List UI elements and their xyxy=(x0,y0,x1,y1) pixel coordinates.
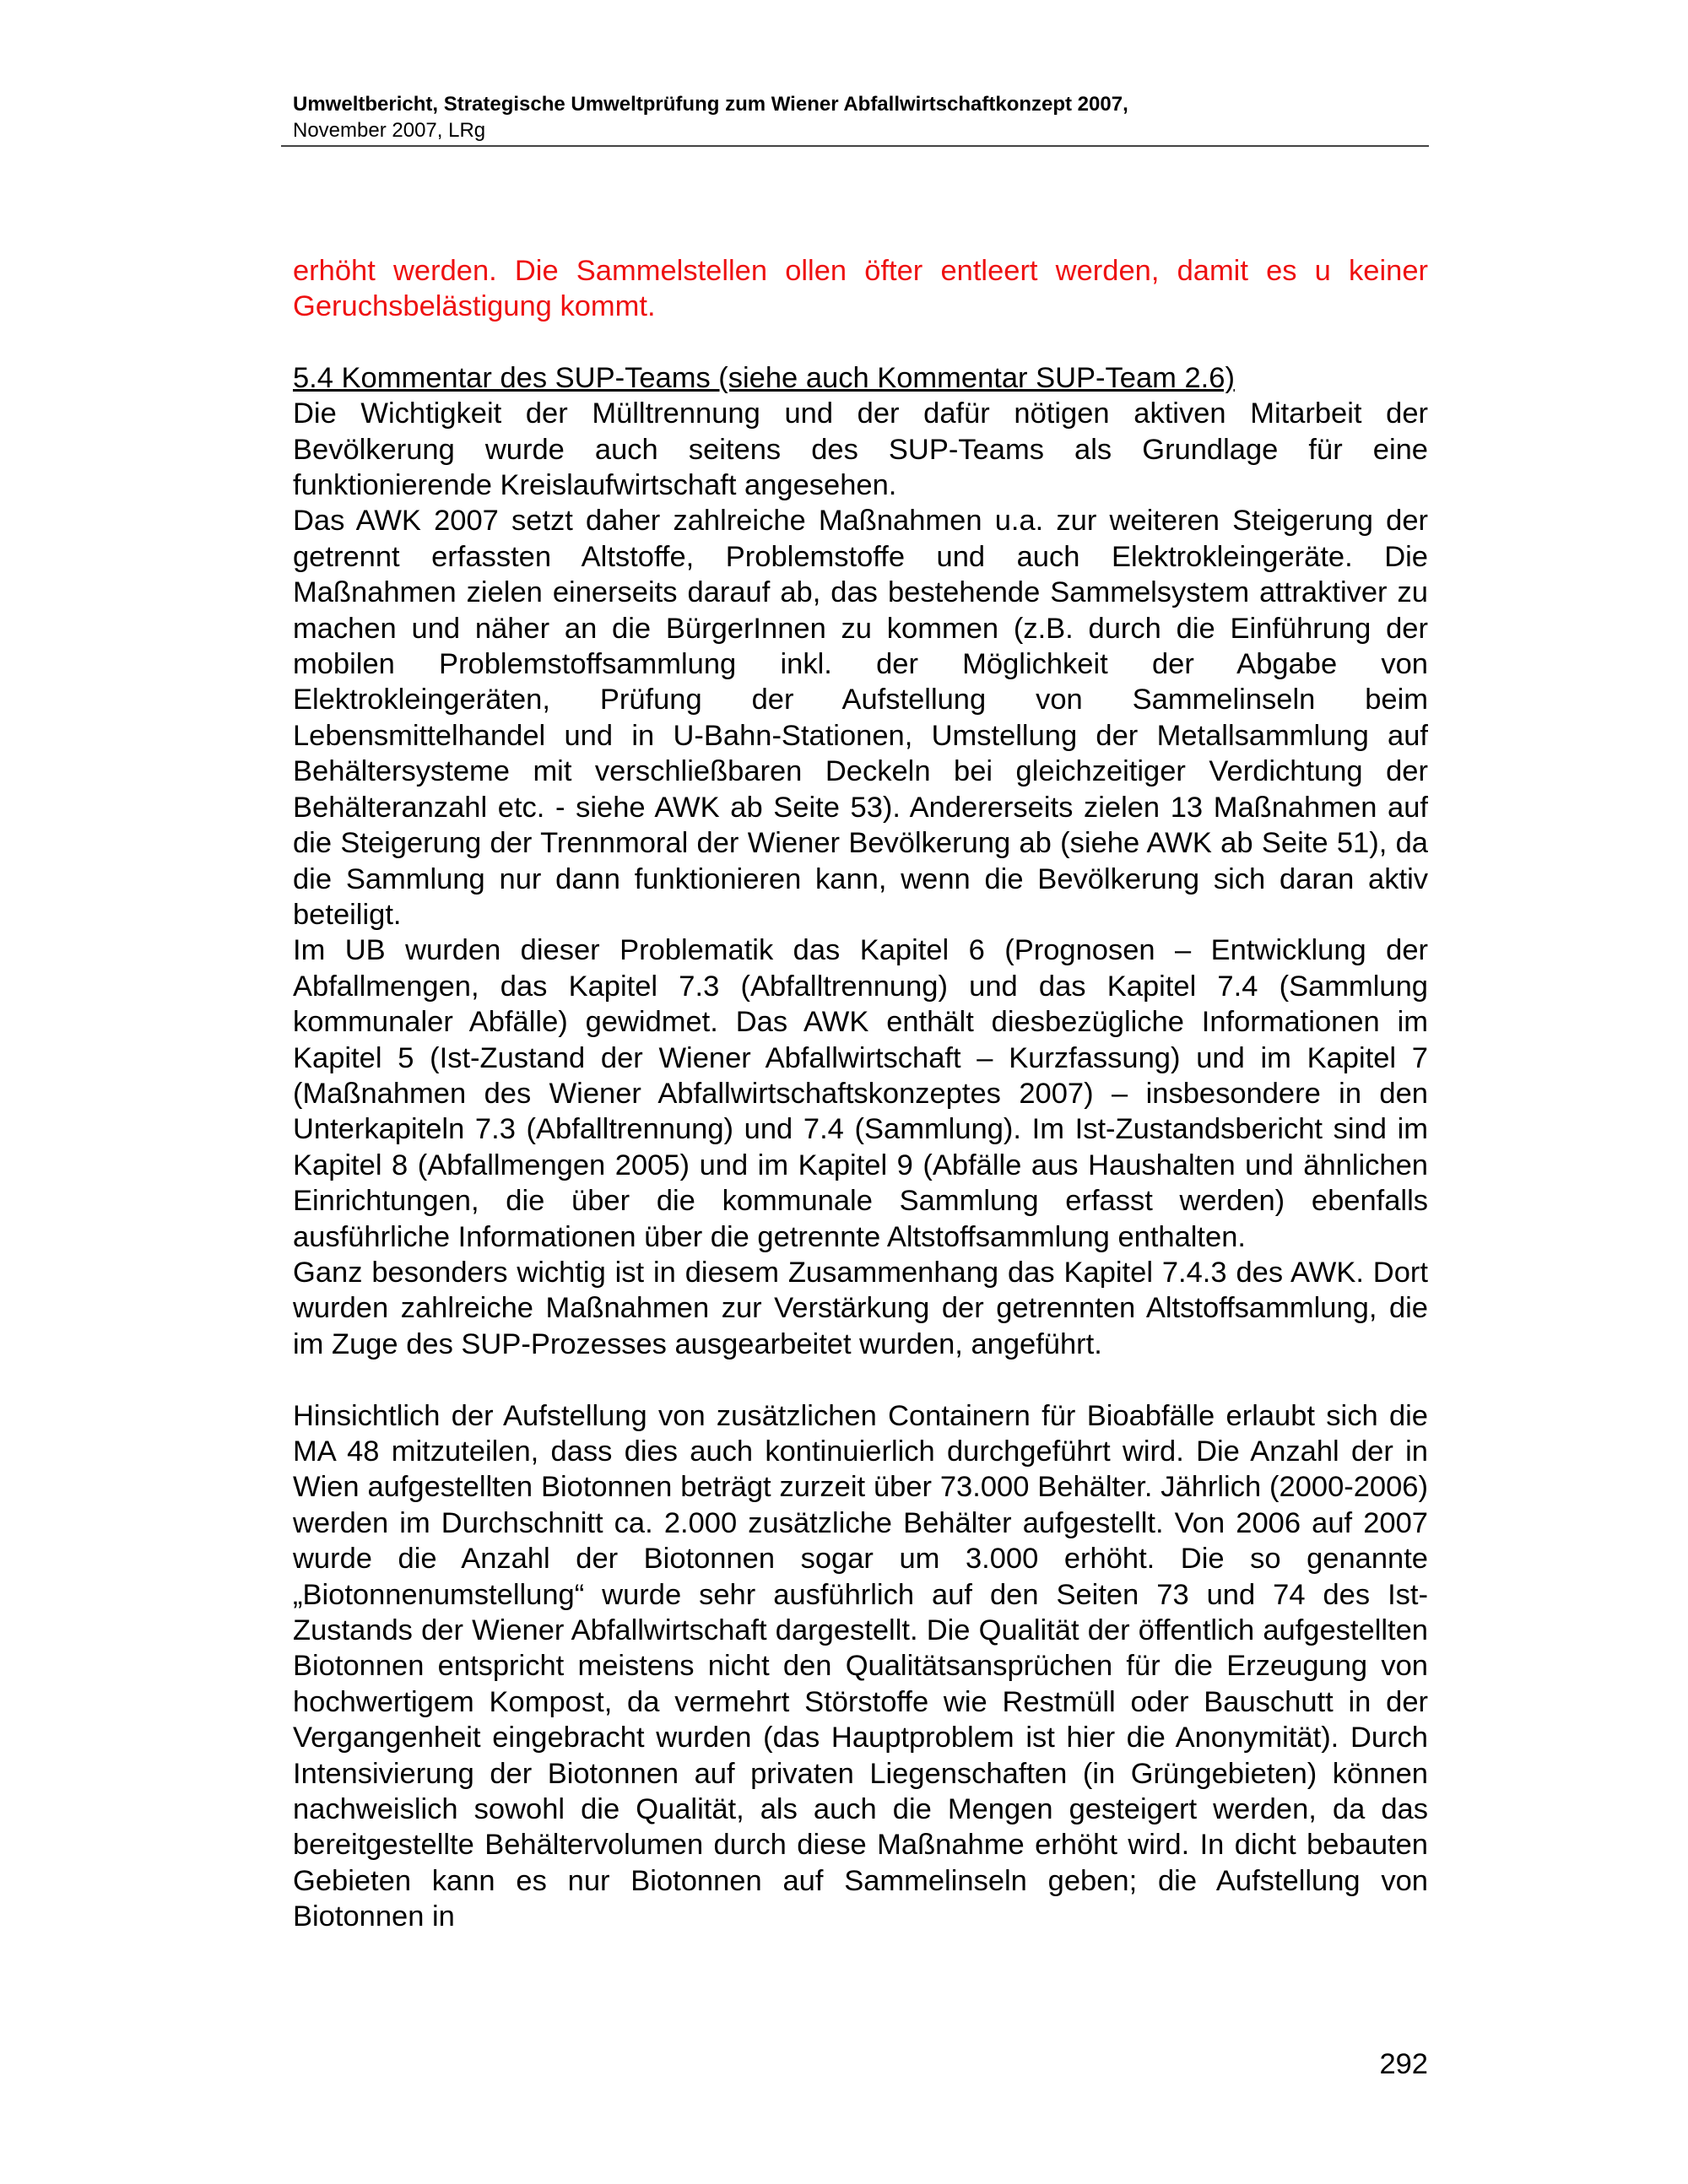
body-paragraph-3: Im UB wurden dieser Problematik das Kapitel 6 (Prognosen – Entwicklung der Abfallmengen, das Kapitel 7.3 (Abfalltrennung) und das Kapitel 7.4 (Sammlung kommunaler Abfälle) gewidmet. Das AWK enthält diesbezügliche Informationen im Kapitel 5 (Ist-Zustand der Wiener Abfallwirtschaft – Kurzfassung) und im Kapitel 7 (Maßnahmen des Wiener Abfallwirtschaftskonzeptes 2007) – insbesondere in den Unterkapiteln 7.3 (Abfalltrennung) und 7.4 (Sammlung). Im Ist-Zustandsbericht sind im Kapitel 8 (Abfallmengen 2005) und im Kapitel 9 (Abfälle aus Haushalten und ähnlichen Einrichtungen, die über die kommunale Sammlung erfasst werden) ebenfalls ausführliche Informationen über die getrennte Altstoffsammlung enthalten. xyxy=(293,934,1428,1253)
body-paragraph-1: Die Wichtigkeit der Mülltrennung und der dafür nötigen aktiven Mitarbeit der Bevölkerung wurde auch seitens des SUP-Teams als Grundlage für eine funktionierende Kreislaufwirtschaft angesehen. xyxy=(293,397,1428,502)
page-header xyxy=(293,91,1428,143)
red-comment-paragraph: erhöht werden. Die Sammelstellen ollen öfter entleert werden, damit es u keiner Geruchsbelästigung kommt. xyxy=(293,255,1428,323)
header-divider xyxy=(281,145,1429,147)
document-body xyxy=(293,253,1428,1935)
section-heading: 5.4 Kommentar des SUP-Teams (siehe auch Kommentar SUP-Team 2.6) xyxy=(293,361,1235,394)
body-paragraph-4: Ganz besonders wichtig ist in diesem Zusammenhang das Kapitel 7.4.3 des AWK. Dort wurden zahlreiche Maßnahmen zur Verstärkung der getrennten Altstoffsammlung, die im Zuge des SUP-Prozesses ausgearbeitet wurden, angeführt. xyxy=(293,1256,1428,1360)
report-title: Umweltbericht, Strategische Umweltprüfung zum Wiener Abfallwirtschaftkonzept 2007, xyxy=(293,93,1128,116)
body-paragraph-5: Hinsichtlich der Aufstellung von zusätzlichen Containern für Bioabfälle erlaubt sich die MA 48 mitzuteilen, dass dies auch kontinuierlich durchgeführt wird. Die Anzahl der in Wien aufgestellten Biotonnen beträgt zurzeit über 73.000 Behälter. Jährlich (2000-2006) werden im Durchschnitt ca. 2.000 zusätzliche Behälter aufgestellt. Von 2006 auf 2007 wurde die Anzahl der Biotonnen sogar um 3.000 erhöht. Die so genannte „Biotonnenumstellung“ wurde sehr ausführlich auf den Seiten 73 und 74 des Ist-Zustands der Wiener Abfallwirtschaft dargestellt. Die Qualität der öffentlich aufgestellten Biotonnen entspricht meistens nicht den Qualitätsansprüchen für die Erzeugung von hochwertigem Kompost, da vermehrt Störstoffe wie Restmüll oder Bauschutt in der Vergangenheit eingebracht wurden (das Hauptproblem ist hier die Anonymität). Durch Intensivierung der Biotonnen auf privaten Liegenschaften (in Grüngebieten) können nachweislich sowohl die Qualität, als auch die Mengen gesteigert werden, da das bereitgestellte Behältervolumen durch diese Maßnahme erhöht wird. In dicht bebauten Gebieten kann es nur Biotonnen auf Sammelinseln geben; die Aufstellung von Biotonnen in xyxy=(293,1399,1428,1933)
body-paragraph-2: Das AWK 2007 setzt daher zahlreiche Maßnahmen u.a. zur weiteren Steigerung der getrennt erfassten Altstoffe, Problemstoffe und auch Elektrokleingeräte. Die Maßnahmen zielen einerseits darauf ab, das bestehende Sammelsystem attraktiver zu machen und näher an die BürgerInnen zu kommen (z.B. durch die Einführung der mobilen Problemstoffsammlung inkl. der Möglichkeit der Abgabe von Elektrokleingeräten, Prüfung der Aufstellung von Sammelinseln beim Lebensmittelhandel und in U-Bahn-Stationen, Umstellung der Metallsammlung auf Behältersysteme mit verschließbaren Deckeln bei gleichzeitiger Verdichtung der Behälteranzahl etc. - siehe AWK ab Seite 53). Andererseits zielen 13 Maßnahmen auf die Steigerung der Trennmoral der Wiener Bevölkerung ab (siehe AWK ab Seite 51), da die Sammlung nur dann funktionieren kann, wenn die Bevölkerung sich daran aktiv beteiligt. xyxy=(293,505,1428,931)
page-number: 292 xyxy=(1379,2048,1428,2080)
report-date: November 2007, LRg xyxy=(293,119,486,142)
